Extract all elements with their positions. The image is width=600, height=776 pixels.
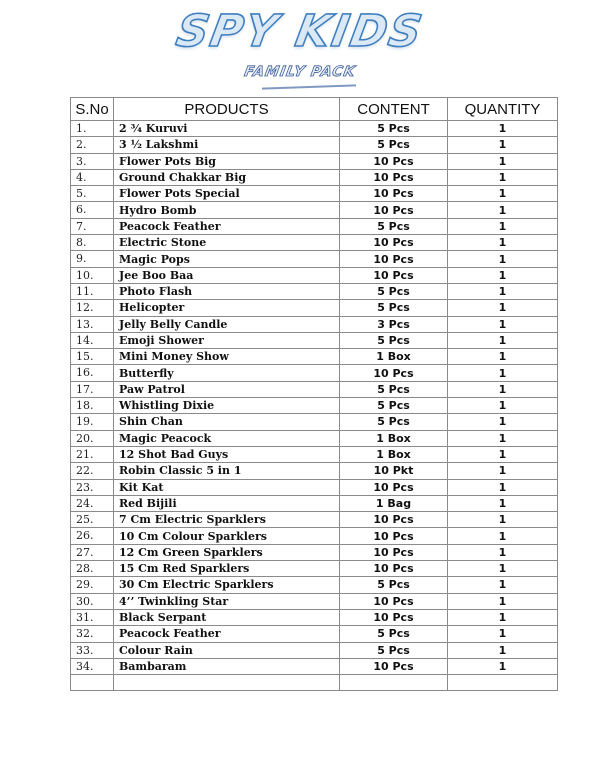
table-row	[71, 609, 558, 625]
table-row	[71, 169, 558, 185]
row-quantity: 1	[448, 463, 558, 479]
header-sno: S.No	[71, 98, 114, 121]
table-row	[71, 544, 558, 560]
table-row	[71, 626, 558, 642]
table-row	[71, 561, 558, 577]
row-content: 5 Pcs	[340, 381, 448, 397]
row-sno: 26.	[71, 528, 114, 544]
row-sno: 23.	[71, 479, 114, 495]
row-content: 5 Pcs	[340, 332, 448, 348]
row-quantity: 1	[448, 446, 558, 462]
row-quantity: 1	[448, 479, 558, 495]
row-sno: 30.	[71, 593, 114, 609]
table-row	[71, 137, 558, 153]
empty-cell	[448, 675, 558, 691]
row-sno: 22.	[71, 463, 114, 479]
row-sno: 13.	[71, 316, 114, 332]
table-row	[71, 642, 558, 658]
row-product: Flower Pots Big	[114, 153, 340, 169]
row-quantity: 1	[448, 495, 558, 511]
row-content: 10 Pkt	[340, 463, 448, 479]
row-quantity: 1	[448, 365, 558, 381]
row-content: 5 Pcs	[340, 626, 448, 642]
table-row	[71, 349, 558, 365]
table-row	[71, 235, 558, 251]
row-content: 3 Pcs	[340, 316, 448, 332]
row-content: 10 Pcs	[340, 609, 448, 625]
row-sno: 14.	[71, 332, 114, 348]
row-sno: 27.	[71, 544, 114, 560]
row-content: 10 Pcs	[340, 512, 448, 528]
row-quantity: 1	[448, 398, 558, 414]
row-quantity: 1	[448, 153, 558, 169]
row-content: 5 Pcs	[340, 642, 448, 658]
row-sno: 6.	[71, 202, 114, 218]
table-row	[71, 218, 558, 234]
table-row	[71, 186, 558, 202]
row-content: 10 Pcs	[340, 235, 448, 251]
table-row	[71, 414, 558, 430]
row-quantity: 1	[448, 512, 558, 528]
row-product: Whistling Dixie	[114, 398, 340, 414]
empty-cell	[340, 675, 448, 691]
row-content: 10 Pcs	[340, 561, 448, 577]
row-sno: 5.	[71, 186, 114, 202]
row-product: Colour Rain	[114, 642, 340, 658]
row-quantity: 1	[448, 626, 558, 642]
row-content: 5 Pcs	[340, 218, 448, 234]
row-content: 5 Pcs	[340, 577, 448, 593]
row-product: 30 Cm Electric Sparklers	[114, 577, 340, 593]
row-product: Peacock Feather	[114, 626, 340, 642]
row-sno: 10.	[71, 267, 114, 283]
row-quantity: 1	[448, 316, 558, 332]
row-quantity: 1	[448, 577, 558, 593]
row-product: Flower Pots Special	[114, 186, 340, 202]
table-header-row	[71, 98, 558, 121]
row-product: Black Serpant	[114, 609, 340, 625]
row-product: 12 Cm Green Sparklers	[114, 544, 340, 560]
row-content: 5 Pcs	[340, 121, 448, 137]
row-product: Shin Chan	[114, 414, 340, 430]
row-sno: 28.	[71, 561, 114, 577]
row-sno: 33.	[71, 642, 114, 658]
row-sno: 1.	[71, 121, 114, 137]
table-row	[71, 300, 558, 316]
row-quantity: 1	[448, 349, 558, 365]
table-row	[71, 430, 558, 446]
row-sno: 19.	[71, 414, 114, 430]
row-product: Robin Classic 5 in 1	[114, 463, 340, 479]
row-product: Helicopter	[114, 300, 340, 316]
table-row	[71, 332, 558, 348]
table-row	[71, 381, 558, 397]
row-content: 1 Box	[340, 446, 448, 462]
row-sno: 8.	[71, 235, 114, 251]
row-content: 10 Pcs	[340, 202, 448, 218]
row-sno: 17.	[71, 381, 114, 397]
row-quantity: 1	[448, 658, 558, 674]
empty-cell	[71, 675, 114, 691]
table-row	[71, 577, 558, 593]
row-quantity: 1	[448, 414, 558, 430]
row-product: Kit Kat	[114, 479, 340, 495]
row-product: Jee Boo Baa	[114, 267, 340, 283]
row-sno: 24.	[71, 495, 114, 511]
row-content: 1 Box	[340, 349, 448, 365]
row-sno: 11.	[71, 283, 114, 299]
row-quantity: 1	[448, 609, 558, 625]
row-product: Hydro Bomb	[114, 202, 340, 218]
row-content: 5 Pcs	[340, 137, 448, 153]
row-sno: 32.	[71, 626, 114, 642]
row-sno: 25.	[71, 512, 114, 528]
table-row	[71, 528, 558, 544]
row-quantity: 1	[448, 283, 558, 299]
row-product: Emoji Shower	[114, 332, 340, 348]
row-sno: 20.	[71, 430, 114, 446]
row-product: Jelly Belly Candle	[114, 316, 340, 332]
table-row	[71, 593, 558, 609]
row-content: 10 Pcs	[340, 153, 448, 169]
row-content: 10 Pcs	[340, 186, 448, 202]
table-row	[71, 251, 558, 267]
row-content: 10 Pcs	[340, 169, 448, 185]
row-product: 7 Cm Electric Sparklers	[114, 512, 340, 528]
row-product: Peacock Feather	[114, 218, 340, 234]
row-quantity: 1	[448, 561, 558, 577]
table-row	[71, 658, 558, 674]
row-content: 10 Pcs	[340, 593, 448, 609]
row-product: Magic Peacock	[114, 430, 340, 446]
brand-subtitle: FAMILY PACK	[243, 64, 357, 80]
row-product: 4’’ Twinkling Star	[114, 593, 340, 609]
row-content: 5 Pcs	[340, 283, 448, 299]
row-content: 10 Pcs	[340, 479, 448, 495]
row-sno: 12.	[71, 300, 114, 316]
header-content: CONTENT	[340, 98, 448, 121]
row-quantity: 1	[448, 593, 558, 609]
row-content: 1 Box	[340, 430, 448, 446]
row-content: 5 Pcs	[340, 398, 448, 414]
row-content: 5 Pcs	[340, 300, 448, 316]
row-sno: 15.	[71, 349, 114, 365]
row-content: 10 Pcs	[340, 528, 448, 544]
empty-cell	[114, 675, 340, 691]
row-product: 15 Cm Red Sparklers	[114, 561, 340, 577]
row-quantity: 1	[448, 218, 558, 234]
row-sno: 4.	[71, 169, 114, 185]
table-row	[71, 446, 558, 462]
row-product: Bambaram	[114, 658, 340, 674]
table-row	[71, 495, 558, 511]
row-content: 10 Pcs	[340, 251, 448, 267]
row-quantity: 1	[448, 251, 558, 267]
row-quantity: 1	[448, 137, 558, 153]
row-product: 10 Cm Colour Sparklers	[114, 528, 340, 544]
row-sno: 7.	[71, 218, 114, 234]
row-quantity: 1	[448, 528, 558, 544]
row-quantity: 1	[448, 235, 558, 251]
row-sno: 9.	[71, 251, 114, 267]
table-row	[71, 153, 558, 169]
row-sno: 16.	[71, 365, 114, 381]
table-row	[71, 121, 558, 137]
row-quantity: 1	[448, 642, 558, 658]
row-quantity: 1	[448, 169, 558, 185]
header-quantity: QUANTITY	[448, 98, 558, 121]
row-sno: 18.	[71, 398, 114, 414]
row-product: Paw Patrol	[114, 381, 340, 397]
table-row	[71, 512, 558, 528]
table-row	[71, 463, 558, 479]
table-row	[71, 365, 558, 381]
row-product: Red Bijili	[114, 495, 340, 511]
row-content: 10 Pcs	[340, 658, 448, 674]
row-sno: 29.	[71, 577, 114, 593]
row-quantity: 1	[448, 430, 558, 446]
row-content: 10 Pcs	[340, 267, 448, 283]
row-product: 12 Shot Bad Guys	[114, 446, 340, 462]
row-quantity: 1	[448, 544, 558, 560]
row-product: 2 ¾ Kuruvi	[114, 121, 340, 137]
brand-logo	[0, 6, 600, 90]
row-sno: 3.	[71, 153, 114, 169]
row-quantity: 1	[448, 186, 558, 202]
row-content: 10 Pcs	[340, 544, 448, 560]
brand-title: SPY KIDS	[172, 6, 428, 57]
row-product: Electric Stone	[114, 235, 340, 251]
header-products: PRODUCTS	[114, 98, 340, 121]
row-sno: 31.	[71, 609, 114, 625]
row-product: 3 ½ Lakshmi	[114, 137, 340, 153]
row-quantity: 1	[448, 202, 558, 218]
row-product: Magic Pops	[114, 251, 340, 267]
row-sno: 2.	[71, 137, 114, 153]
subtitle-underline	[262, 84, 356, 89]
table-row	[71, 316, 558, 332]
row-sno: 34.	[71, 658, 114, 674]
row-content: 5 Pcs	[340, 414, 448, 430]
table-row	[71, 398, 558, 414]
row-quantity: 1	[448, 267, 558, 283]
row-quantity: 1	[448, 381, 558, 397]
row-quantity: 1	[448, 332, 558, 348]
row-content: 1 Bag	[340, 495, 448, 511]
table-row	[71, 283, 558, 299]
row-quantity: 1	[448, 300, 558, 316]
table-row	[71, 479, 558, 495]
product-table	[70, 97, 558, 691]
table-row	[71, 267, 558, 283]
row-sno: 21.	[71, 446, 114, 462]
row-product: Mini Money Show	[114, 349, 340, 365]
row-product: Photo Flash	[114, 283, 340, 299]
row-quantity: 1	[448, 121, 558, 137]
table-row-empty	[71, 675, 558, 691]
row-product: Butterfly	[114, 365, 340, 381]
row-content: 10 Pcs	[340, 365, 448, 381]
row-product: Ground Chakkar Big	[114, 169, 340, 185]
table-row	[71, 202, 558, 218]
